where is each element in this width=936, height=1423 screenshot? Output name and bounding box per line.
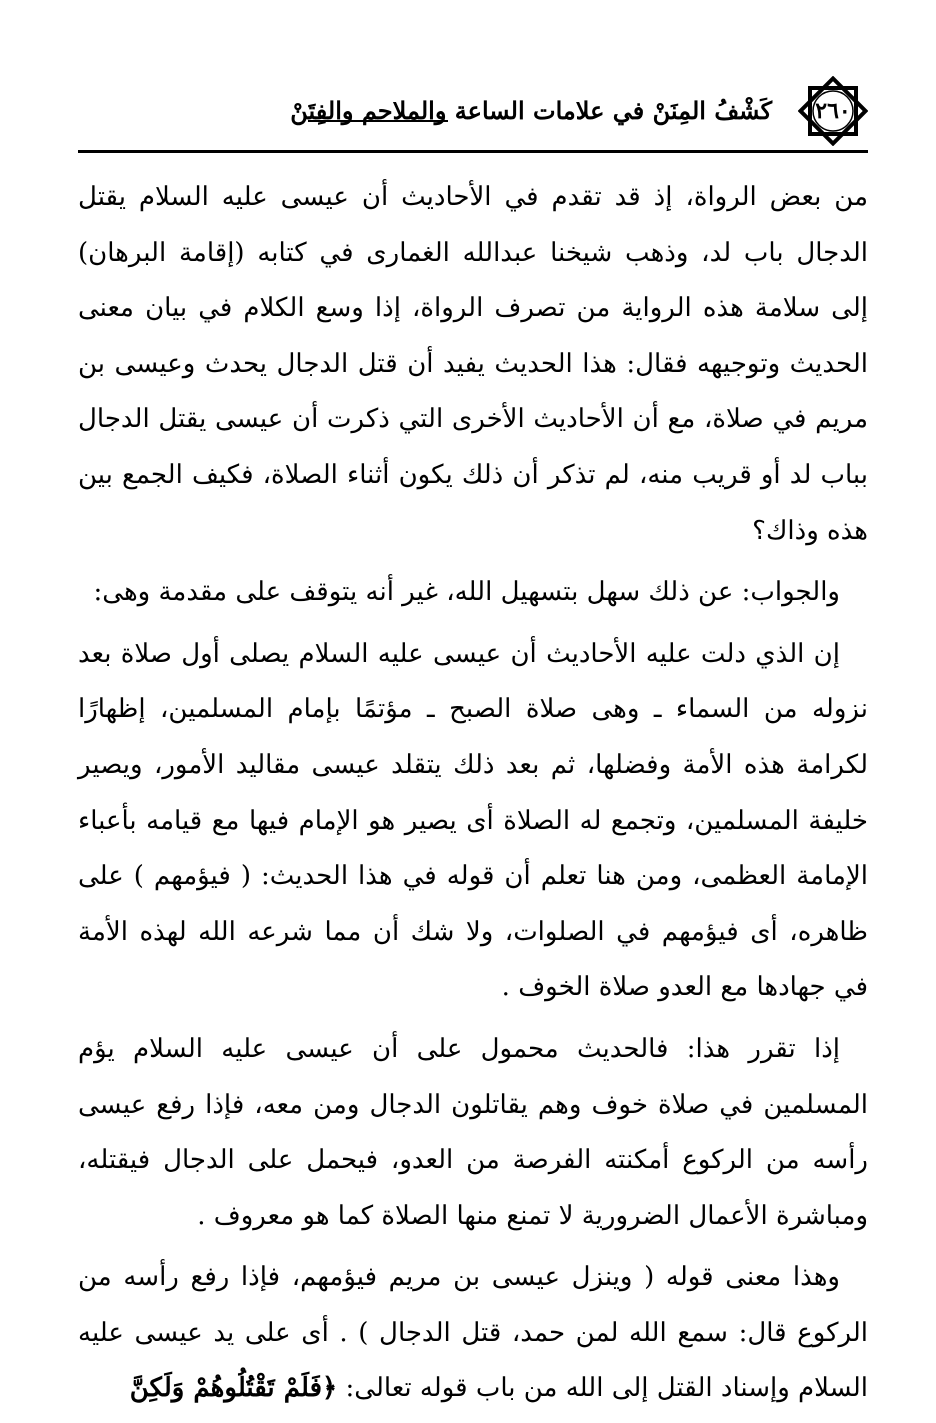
- body-text: [78, 170, 868, 1423]
- title-dash-divider: [308, 120, 448, 122]
- page-header: [78, 70, 868, 150]
- book-page: [78, 70, 868, 1404]
- paragraph-5-text: وهذا معنى قوله ( وينزل عيسى بن مريم فيؤمهم، فإذا رفع رأسه من الركوع قال: سمع الله لمن حمد، قتل الدجال ) . أى على يد عيسى عليه السلام وإسناد القتل إلى الله من باب قوله تعالى:: [78, 1262, 868, 1404]
- header-rule: [78, 150, 868, 153]
- paragraph-4: إذا تقرر هذا: فالحديث محمول على أن عيسى عليه السلام يؤم المسلمين في صلاة خوف وهم يقاتلون الدجال ومن معه، فإذا رفع عيسى رأسه من الركوع أمكنته الفرصة من العدو، فيحمل على الدجال فيقتله، ومباشرة الأعمال الضرورية لا تمنع منها الصلاة كما هو معروف .: [78, 1033, 868, 1231]
- page-number: ٢٦٠: [815, 98, 851, 124]
- page-number-badge: [798, 76, 868, 146]
- quran-verse: ﴿فَلَمْ تَقْتُلُوهُمْ وَلَكِنَّ: [129, 1373, 338, 1404]
- paragraph-2: والجواب: عن ذلك سهل بتسهيل الله، غير أنه يتوقف على مقدمة وهى:: [93, 577, 840, 608]
- paragraph-5: [78, 1250, 868, 1417]
- running-title: كَشْفُ المِنَنْ في علامات الساعة والملاحم والفِتَنْ: [290, 96, 772, 125]
- paragraph-1: من بعض الرواة، إذ قد تقدم في الأحاديث أن عيسى عليه السلام يقتل الدجال باب لد، وذهب شيخنا عبدالله الغمارى في كتابه (إقامة البرهان) إلى سلامة هذه الرواية من تصرف الرواة، إذا وسع الكلام في بيان معنى الحديث وتوجيهه فقال: هذا الحديث يفيد أن قتل الدجال يحدث وعيسى بن مريم في صلاة، مع أن الأحاديث الأخرى التي ذكرت أن عيسى يقتل الدجال بباب لد أو قريب منه، لم تذكر أن ذلك يكون أثناء الصلاة، فكيف الجمع بين هذه وذاك؟: [78, 182, 868, 546]
- paragraph-3: إن الذي دلت عليه الأحاديث أن عيسى عليه السلام يصلى أول صلاة بعد نزوله من السماء ـ وهى صلاة الصبح ـ مؤتمًا بإمام المسلمين، إظهارًا لكرامة هذه الأمة وفضلها، ثم بعد ذلك يتقلد عيسى مقاليد الأمور، ويصير خليفة المسلمين، وتجمع له الصلاة أى يصير هو الإمام فيها مع قيامه بأعباء الإمامة العظمى، ومن هنا تعلم أن قوله في هذا الحديث: ( فيؤمهم ) على ظاهره، أى فيؤمهم في الصلوات، ولا شك أن مما شرعه الله لهذه الأمة في جهادها مع العدو صلاة الخوف .: [78, 638, 868, 1003]
